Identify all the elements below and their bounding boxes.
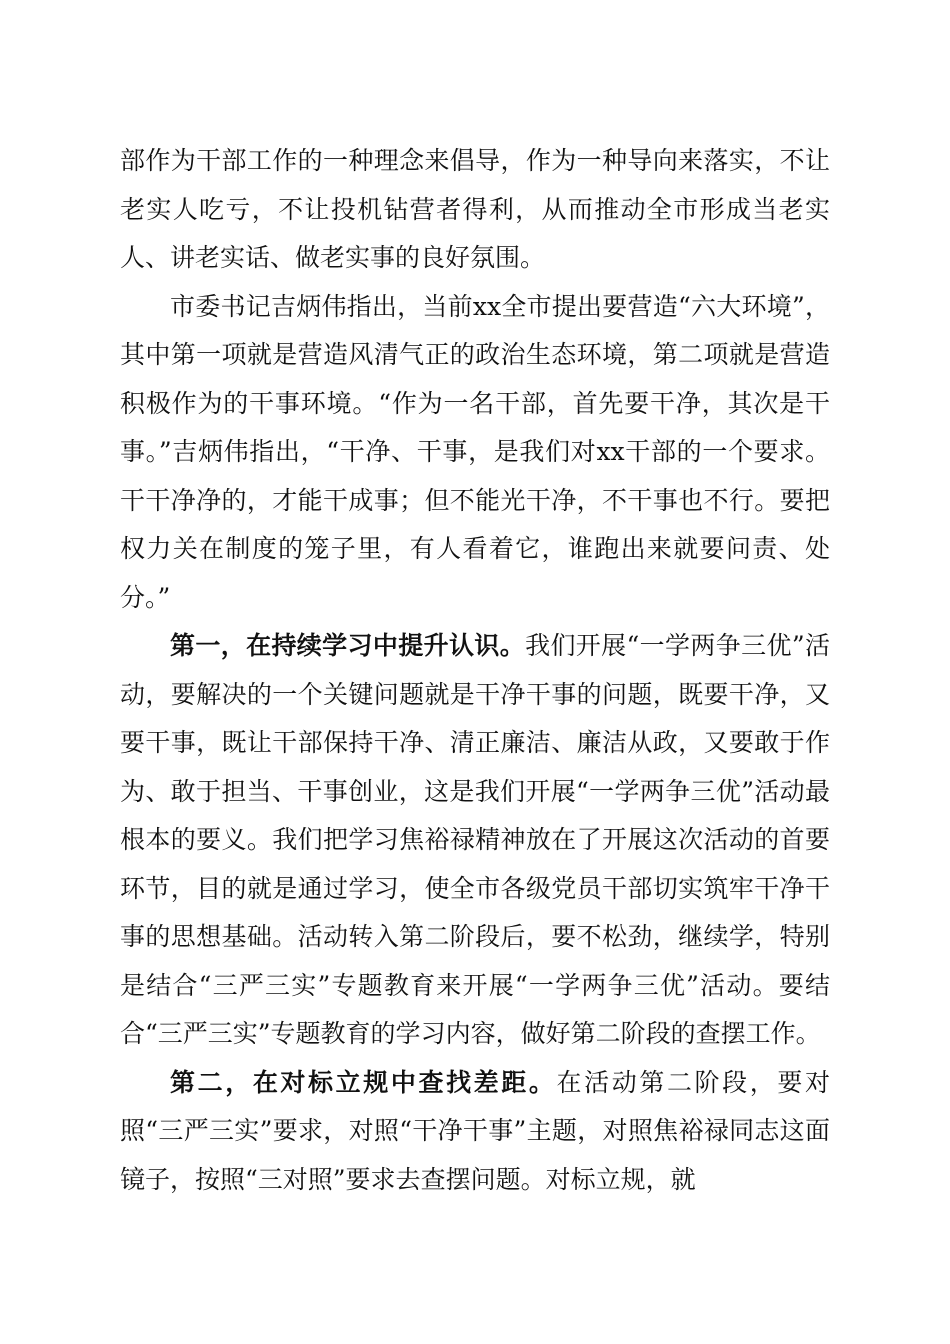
document-body [120,137,830,1204]
paragraph-point-two [120,1059,830,1205]
paragraph-continuation [120,137,830,283]
paragraph-lead-heading: 第一，在持续学习中提升认识。 [170,631,526,660]
paragraph-text: 在活动第二阶段，要对照“三严三实”要求，对照“干净干事”主题，对照焦裕禄同志这面镜子，按照“三对照”要求去查摆问题。对标立规，就 [120,1067,830,1194]
paragraph-text: 市委书记吉炳伟指出，当前xx全市提出要营造“六大环境”，其中第一项就是营造风清气正的政治生态环境，第二项就是营造积极作为的干事环境。“作为一名干部，首先要干净，其次是干事。”吉炳伟指出，“干净、干事，是我们对xx干部的一个要求。干干净净的，才能干成事；但不能光干净，不干事也不行。要把权力关在制度的笼子里，有人看着它，谁跑出来就要问责、处分。” [120,291,830,612]
paragraph-secretary-remarks [120,283,830,623]
paragraph-lead-heading: 第二，在对标立规中查找差距。 [170,1067,557,1097]
paragraph-text: 部作为干部工作的一种理念来倡导，作为一种导向来落实，不让老实人吃亏，不让投机钻营者得利，从而推动全市形成当老实人、讲老实话、做老实事的良好氛围。 [120,146,830,272]
paragraph-text: 我们开展“一学两争三优”活动，要解决的一个关键问题就是干净干事的问题，既要干净，又要干事，既让干部保持干净、清正廉洁、廉洁从政，又要敢于作为、敢于担当、干事创业，这是我们开展“一学两争三优”活动最根本的要义。我们把学习焦裕禄精神放在了开展这次活动的首要环节，目的就是通过学习，使全市各级党员干部切实筑牢干净干事的思想基础。活动转入第二阶段后，要不松劲，继续学，特别是结合“三严三实”专题教育来开展“一学两争三优”活动。要结合“三严三实”专题教育的学习内容，做好第二阶段的查摆工作。 [120,631,830,1048]
paragraph-point-one [120,622,830,1059]
